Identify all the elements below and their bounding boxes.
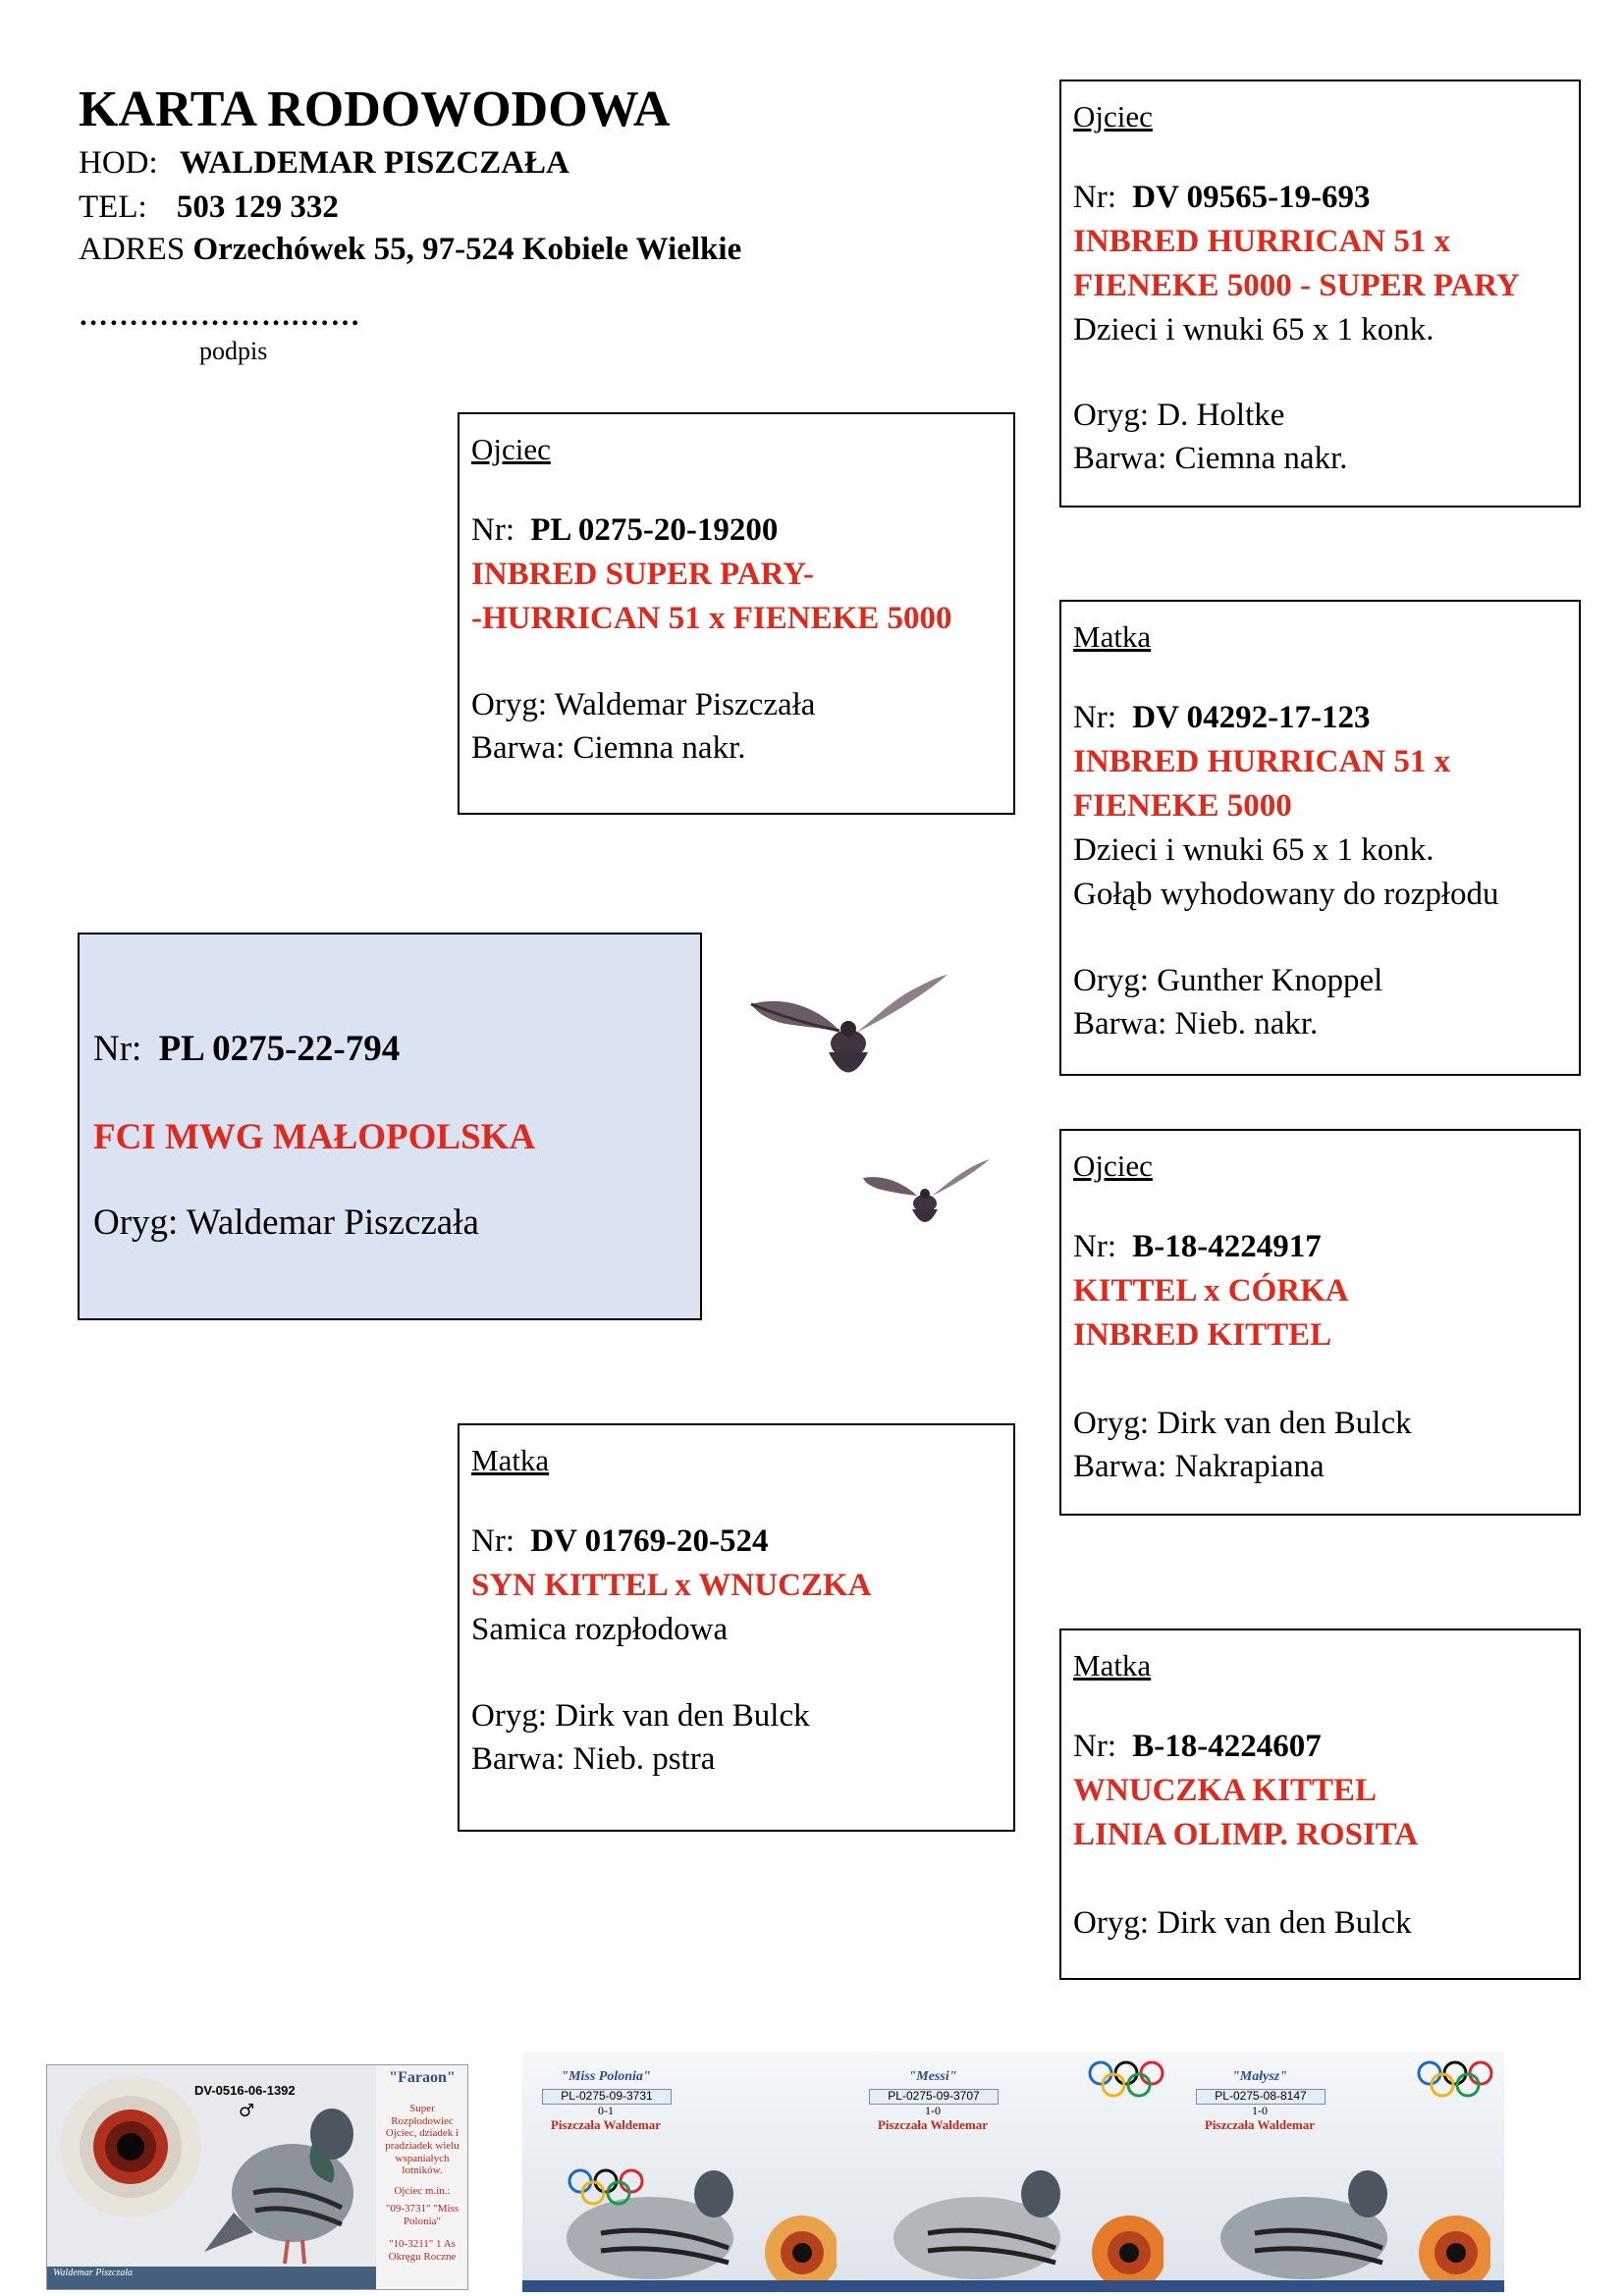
lineage-line-2: LINIA OLIMP. ROSITA <box>1073 1817 1419 1852</box>
pigeon-name: FCI MWG MAŁOPOLSKA <box>93 1117 536 1157</box>
lineage-line-1: WNUCZKA KITTEL <box>1073 1773 1377 1808</box>
pigeon-eye-icon <box>57 2073 204 2220</box>
origin-line: Oryg: Dirk van den Bulck <box>471 1698 810 1734</box>
origin-line: Oryg: Waldemar Piszczała <box>93 1202 479 1243</box>
role-label: Matka <box>1073 619 1152 654</box>
flying-pigeon-large-icon <box>746 970 952 1093</box>
note-line-2: Gołąb wyhodowany do rozpłodu <box>1073 877 1499 912</box>
faraon-name: "Faraon" <box>389 2069 456 2086</box>
nr-value: PL 0275-20-19200 <box>530 512 779 548</box>
lineage-line-2: INBRED KITTEL <box>1073 1317 1332 1353</box>
subject-pigeon-box <box>78 933 702 1320</box>
faraon-description: Super Rozpłodowiec Ojciec, dziadek i pradziadek wielu wspaniałych lotników. <box>385 2103 460 2177</box>
note-line: Samica rozpłodowa <box>471 1612 729 1647</box>
card-name: "Małysz" <box>1232 2069 1287 2084</box>
lineage-line-1: INBRED SUPER PARY- <box>471 557 815 592</box>
faraon-father-of: Ojciec m.in.: <box>394 2185 451 2197</box>
olympic-rings-icon <box>1416 2059 1494 2099</box>
faraon-owner: Waldemar Piszczała <box>53 2268 134 2278</box>
card-score: 1-0 <box>925 2104 941 2117</box>
nr-value: DV 09565-19-693 <box>1132 180 1371 215</box>
card-owner: Piszczała Waldemar <box>550 2117 662 2132</box>
faraon-child-1: "09-3731" "Miss Polonia" <box>385 2203 460 2227</box>
breeder-name: WALDEMAR PISZCZAŁA <box>179 145 569 181</box>
grandfather-paternal-box <box>1059 80 1581 507</box>
note-line-1: Dzieci i wnuki 65 x 1 konk. <box>1073 832 1434 868</box>
adres-label: ADRES <box>79 232 186 267</box>
signature-label: podpis <box>199 337 268 365</box>
nr-label: Nr: <box>471 1523 514 1559</box>
grandmother-paternal-box <box>1059 600 1581 1076</box>
color-line: Barwa: Ciemna nakr. <box>1073 441 1348 476</box>
role-label: Matka <box>471 1443 550 1477</box>
nr-label: Nr: <box>1073 1229 1116 1264</box>
lineage-line-2: -HURRICAN 51 x FIENEKE 5000 <box>471 601 952 636</box>
card-score: 1-0 <box>1252 2104 1268 2117</box>
origin-line: Oryg: Dirk van den Bulck <box>1073 1905 1412 1941</box>
color-line: Barwa: Ciemna nakr. <box>471 730 746 766</box>
nr-value: B-18-4224607 <box>1132 1729 1322 1764</box>
breeder-line <box>79 145 569 182</box>
color-line: Barwa: Nakrapiana <box>1073 1449 1325 1484</box>
mother-box <box>458 1423 1015 1832</box>
nr-value: B-18-4224917 <box>1132 1229 1322 1264</box>
faraon-ring: DV-0516-06-1392 <box>194 2083 296 2098</box>
male-symbol-icon: ♂ <box>239 2101 255 2121</box>
lineage-line-1: INBRED HURRICAN 51 x <box>1073 224 1451 259</box>
nr-value: DV 04292-17-123 <box>1132 700 1371 735</box>
father-box <box>458 412 1015 815</box>
ring-number <box>1073 1229 1322 1265</box>
origin-line: Oryg: Gunther Knoppel <box>1073 963 1383 998</box>
nr-label: Nr: <box>1073 180 1116 215</box>
tel-label: TEL: <box>79 189 147 225</box>
card-name: "Miss Polonia" <box>561 2069 651 2084</box>
olympic-rings-icon <box>567 2167 645 2207</box>
card-score: 0-1 <box>598 2104 614 2117</box>
nr-value: DV 01769-20-524 <box>530 1523 769 1559</box>
signature-dots: ………………….…… <box>79 299 361 332</box>
nr-value: PL 0275-22-794 <box>158 1029 401 1069</box>
role-label: Ojciec <box>471 432 551 466</box>
color-line: Barwa: Nieb. nakr. <box>1073 1006 1319 1041</box>
lineage-line-2: FIENEKE 5000 - SUPER PARY <box>1073 268 1520 303</box>
origin-line: Oryg: D. Holtke <box>1073 398 1285 433</box>
card-owner: Piszczała Waldemar <box>877 2117 989 2132</box>
ring-number <box>471 1523 769 1560</box>
origin-line: Oryg: Waldemar Piszczała <box>471 687 816 722</box>
pigeon-photo-icon <box>869 2164 1163 2292</box>
olympic-rings-icon <box>1087 2059 1165 2099</box>
phone-number: 503 129 332 <box>176 189 339 225</box>
role-label: Ojciec <box>1073 1148 1153 1183</box>
lineage-line-1: KITTEL x CÓRKA <box>1073 1273 1349 1308</box>
nr-label: Nr: <box>1073 700 1116 735</box>
card-ring: PL-0275-09-3731 <box>542 2089 672 2105</box>
faraon-child-2: "10-3211" 1 As Okręgu Roczne <box>388 2238 457 2263</box>
card-ring: PL-0275-08-8147 <box>1196 2089 1325 2105</box>
ring-number <box>471 512 778 549</box>
flying-pigeon-small-icon <box>860 1156 993 1235</box>
pigeon-photo-icon <box>194 2085 376 2267</box>
address-value: Orzechówek 55, 97-524 Kobiele Wielkie <box>192 232 742 267</box>
ring-number <box>1073 1729 1322 1765</box>
nr-label: Nr: <box>93 1029 142 1069</box>
pigeon-photo-icon <box>1196 2164 1490 2292</box>
nr-label: Nr: <box>1073 1729 1116 1764</box>
faraon-ad-card <box>46 2064 468 2290</box>
grandmother-maternal-box <box>1059 1629 1581 1980</box>
role-label: Matka <box>1073 1648 1152 1682</box>
lineage-line-1: SYN KITTEL x WNUCZKA <box>471 1568 872 1603</box>
origin-line: Oryg: Dirk van den Bulck <box>1073 1406 1412 1441</box>
card-name: "Messi" <box>908 2069 957 2084</box>
role-label: Ojciec <box>1073 99 1153 133</box>
card-owner: Piszczała Waldemar <box>1204 2117 1316 2132</box>
page-title: KARTA RODOWODOWA <box>79 81 671 137</box>
grandfather-maternal-box <box>1059 1129 1581 1516</box>
banner-footer-bar <box>522 2280 1504 2292</box>
card-ring: PL-0275-09-3707 <box>869 2089 999 2105</box>
ring-number <box>1073 180 1371 216</box>
nr-label: Nr: <box>471 512 514 548</box>
pigeon-cards-banner <box>522 2052 1504 2292</box>
lineage-line-1: INBRED HURRICAN 51 x <box>1073 744 1451 779</box>
note-line: Dzieci i wnuki 65 x 1 konk. <box>1073 312 1434 347</box>
ring-number <box>93 1028 400 1070</box>
ring-number <box>1073 700 1371 736</box>
lineage-line-2: FIENEKE 5000 <box>1073 788 1292 824</box>
phone-line <box>79 189 339 226</box>
address-line <box>79 232 741 268</box>
color-line: Barwa: Nieb. pstra <box>471 1741 716 1777</box>
hod-label: HOD: <box>79 145 158 181</box>
